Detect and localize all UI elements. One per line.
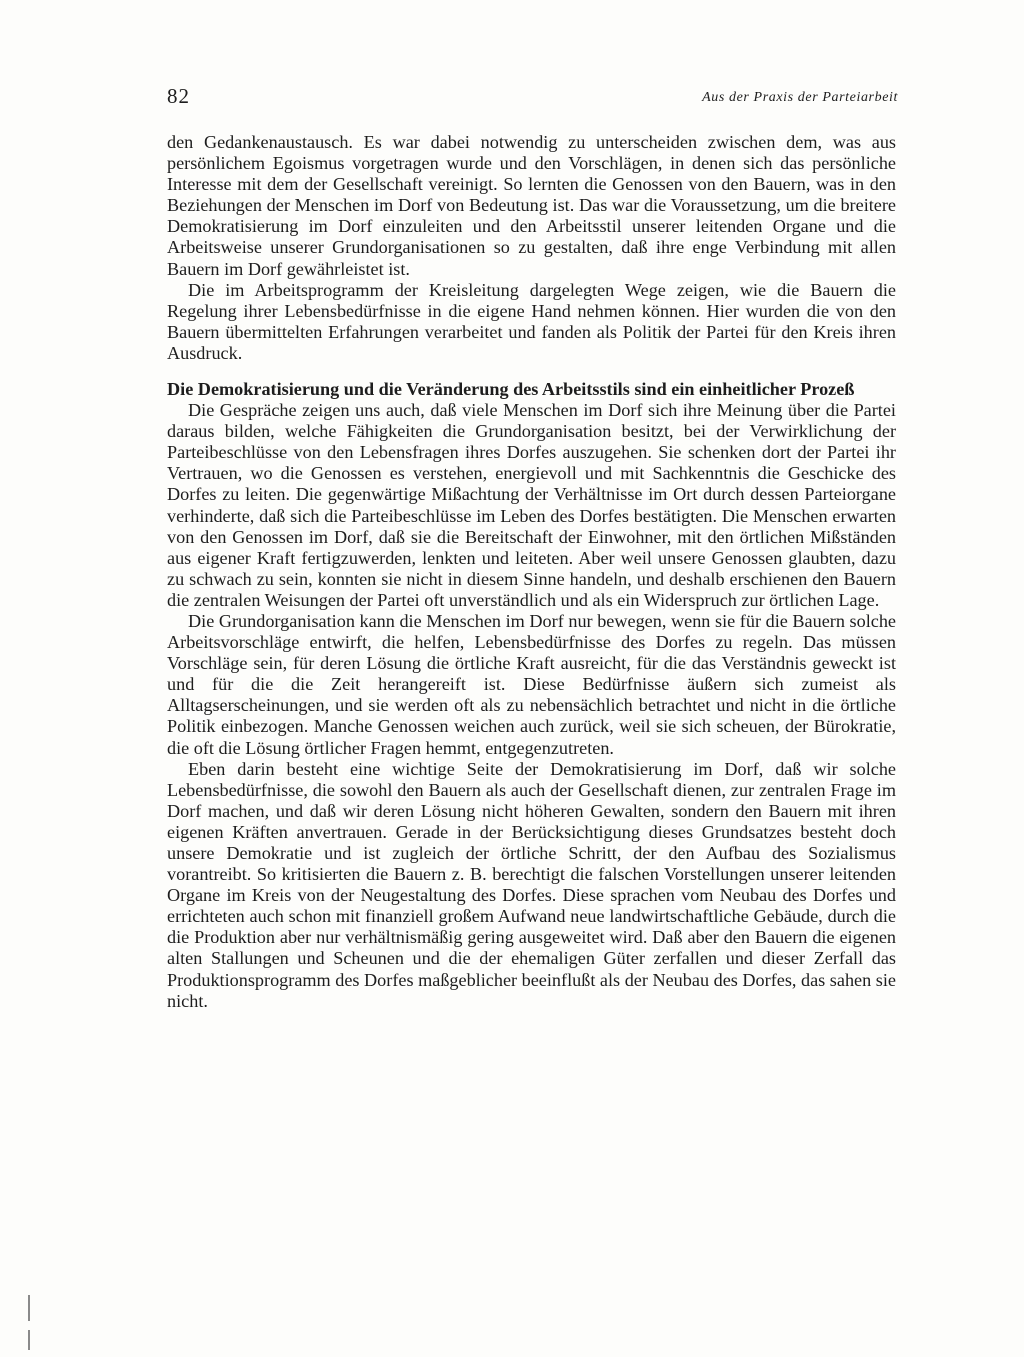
paragraph-2: Die im Arbeitsprogramm der Kreisleitung dargelegten Wege zeigen, wie die Bauern die Regelung ihrer Lebensbedürfnisse in die eigene Hand nehmen können. Hier wurden die von den Bauern übermittelten Erfahrungen verarbeitet und fanden als Politik der Partei für den Kreis ihren Ausdruck. <box>167 279 896 363</box>
page-header <box>167 84 898 110</box>
section-heading: Die Demokratisierung und die Veränderung des Arbeitsstils sind ein einheitlicher Prozeß <box>167 379 855 400</box>
paragraph-4: Die Grundorganisation kann die Menschen im Dorf nur bewegen, wenn sie für die Bauern solche Arbeitsvorschläge entwirft, die helfen, Lebensbedürfnisse des Dorfes zu regeln. Das müssen Vorschläge sein, für deren Lösung die örtliche Kraft ausreicht, für die das Verständnis geweckt ist und für die die Zeit herangereift ist. Diese Bedürfnisse äußern sich zumeist als Alltagserscheinungen, und sie werden oft als zu nebensächlich betrachtet und nicht in die örtliche Politik einbezogen. Manche Genossen weichen auch zurück, weil sie sich scheuen, der Bürokratie, die oft die Lösung örtlicher Fragen hemmt, entgegenzutreten. <box>167 610 896 758</box>
paragraph-1: den Gedankenaustausch. Es war dabei notwendig zu unterscheiden zwischen dem, was aus persönlichem Egoismus vorgetragen wurde und den Vorschlägen, in denen sich das persönliche Interesse mit dem der Gesellschaft vereinigt. So lernten die Genossen von den Bauern, was in den Beziehungen der Menschen im Dorf von Bedeutung ist. Das war die Voraussetzung, um die breitere Demokratisierung im Dorf einzuleiten und den Arbeitsstil unserer leitenden Organe und die Arbeitsweise unserer Grundorganisationen so zu gestalten, daß ihre enge Verbindung mit allen Bauern im Dorf gewährleistet ist. <box>167 132 896 279</box>
scan-margin-mark <box>28 1330 30 1350</box>
page-number: 82 <box>167 84 190 108</box>
running-head: Aus der Praxis der Parteiarbeit <box>702 90 898 105</box>
paragraph-5: Eben darin besteht eine wichtige Seite der Demokratisierung im Dorf, daß wir solche Lebensbedürfnisse, die sowohl den Bauern als auch der Gesellschaft dienen, zur zentralen Frage im Dorf machen, und daß wir deren Lösung nicht höheren Gewalten, sondern den Bauern mit ihren eigenen Kräften anvertrauen. Gerade in der Berücksichtigung dieses Grundsatzes besteht doch unsere Demokratie und ist zugleich der örtliche Schritt, der den Aufbau des Sozialismus vorantreibt. So kritisierten die Bauern z. B. berechtigt die falschen Vorstellungen unserer leitenden Organe im Kreis von der Neugestaltung des Dorfes. Diese sprachen vom Neubau des Dorfes und errichteten auch schon mit finanziell großem Aufwand neue landwirtschaftliche Gebäude, durch die die Produktion aber nur verhältnismäßig gering ausgeweitet wird. Daß aber den Bauern die eigenen alten Stallungen und Scheunen und die der ehemaligen Güter zerfallen und dieser Zerfall das Produktionsprogramm des Dorfes maßgeblicher beeinflußt als der Neubau des Dorfes, das sahen sie nicht. <box>167 758 896 1011</box>
paragraph-3: Die Gespräche zeigen uns auch, daß viele Menschen im Dorf sich ihre Meinung über die Partei daraus bilden, welche Fähigkeiten die Grundorganisation besitzt, bei der Verwirklichung der Parteibeschlüsse von den Lebensfragen ihres Dorfes auszugehen. Sie schenken dort der Partei ihr Vertrauen, wo die Genossen es verstehen, energievoll und mit Sachkenntnis die Geschicke des Dorfes zu leiten. Die gegenwärtige Mißachtung der Verhältnisse im Ort durch dessen Parteiorgane verhinderte, daß sich die Parteibeschlüsse im Leben des Dorfes bestätigten. Die Menschen erwarten von den Genossen im Dorf, daß sie die Bereitschaft der Einwohner, mit den örtlichen Mißständen aus eigener Kraft fertigzuwerden, lenkten und leiteten. Aber weil unsere Genossen glaubten, dazu zu schwach zu sein, konnten sie nicht in diesem Sinne handeln, und deshalb erschienen den Bauern die zentralen Weisungen der Partei oft unverständlich und als ein Widerspruch zur örtlichen Lage. <box>167 400 896 610</box>
body-text <box>167 132 896 1012</box>
scan-margin-mark <box>28 1295 30 1321</box>
